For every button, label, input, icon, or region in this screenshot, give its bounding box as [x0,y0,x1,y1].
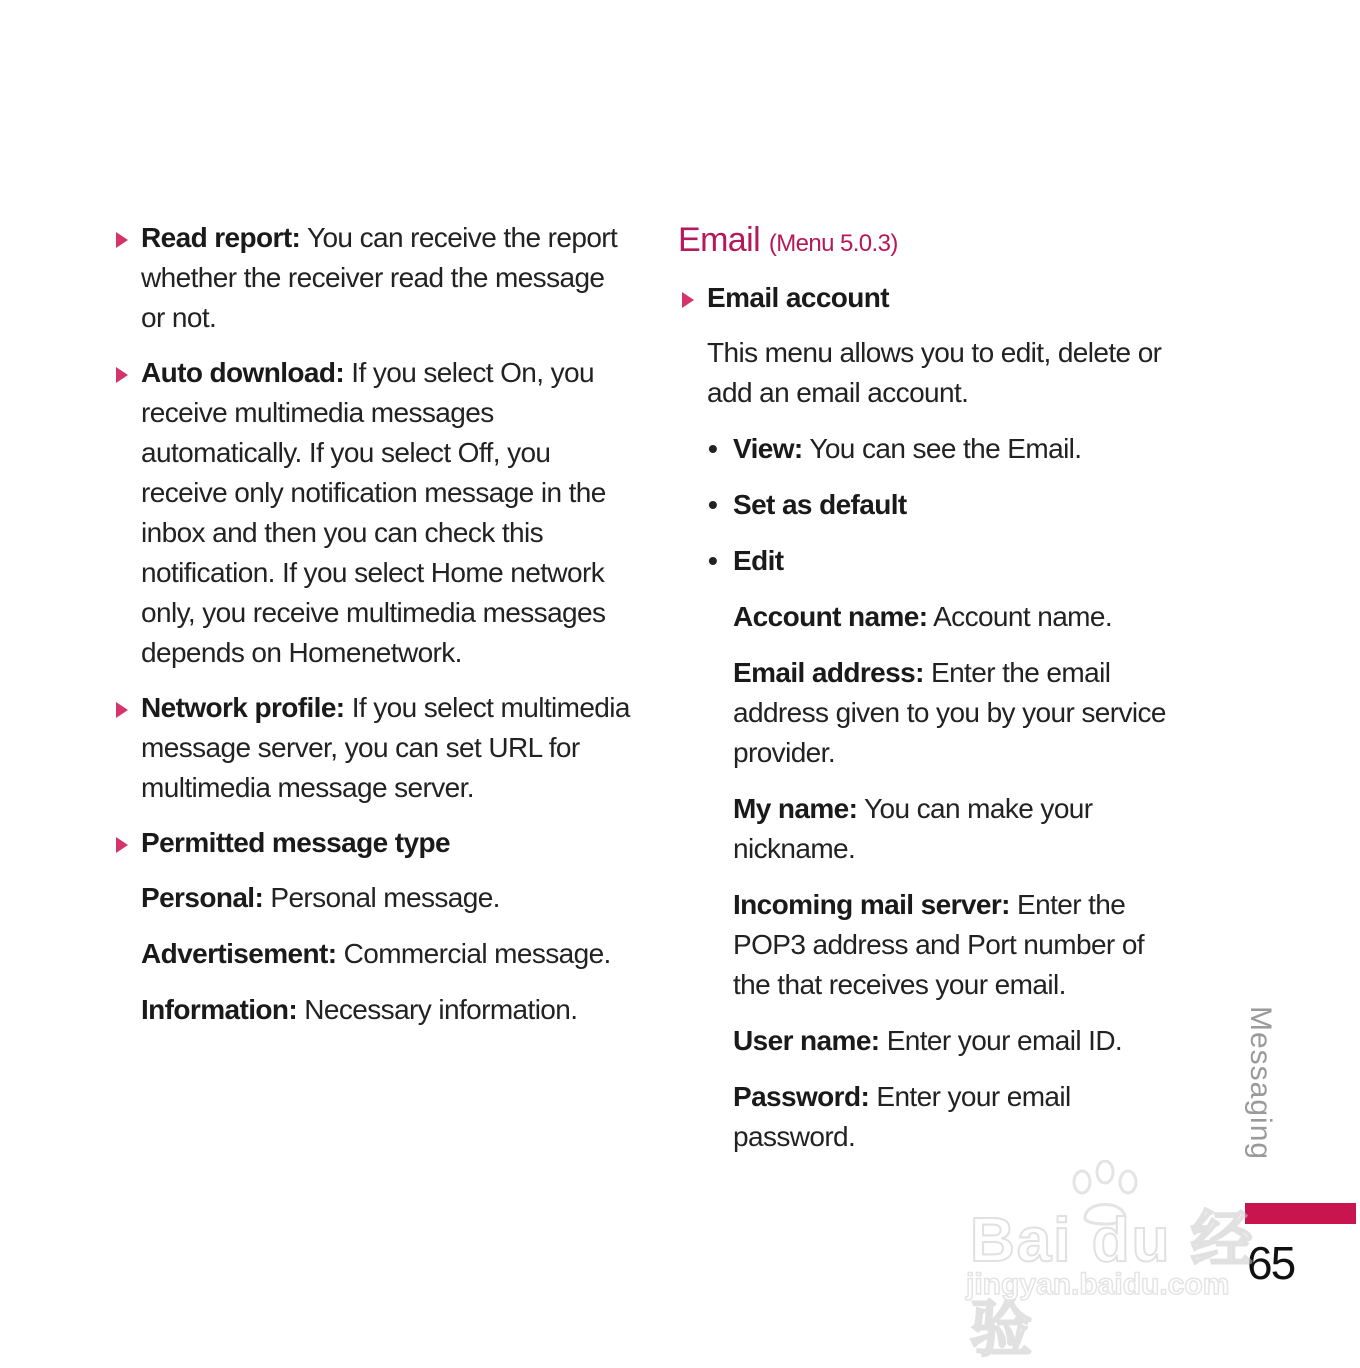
information-text: Necessary information. [297,994,578,1025]
auto-download-item [112,353,632,673]
information-item [112,990,632,1030]
view-label: View: [733,433,803,464]
email-account-item [678,278,1188,318]
section-heading [678,218,1188,266]
read-report-item [112,218,632,338]
triangle-bullet-icon [116,837,128,853]
page-number: 65 [1247,1237,1295,1289]
triangle-bullet-icon [682,292,694,308]
personal-text: Personal message. [263,882,500,913]
section-side-label: Messaging [1244,1006,1277,1161]
triangle-bullet-icon [116,232,128,248]
view-item [678,429,1188,469]
baidu-watermark [960,1160,1290,1364]
triangle-bullet-icon [116,367,128,383]
network-profile-label: Network profile: [141,692,345,723]
permitted-message-type-item [112,823,632,863]
set-as-default-label: Set as default [733,489,907,520]
email-address-text: Enter the email address given to you by your service provider. [733,657,1166,768]
set-as-default-item [678,485,1188,525]
password-text: Enter your email password. [733,1081,1071,1152]
user-name-item [678,1021,1188,1061]
password-item [678,1077,1188,1157]
email-address-item [678,653,1188,773]
personal-item [112,878,632,918]
view-text: You can see the Email. [802,433,1082,464]
account-name-item [678,597,1188,637]
advertisement-label: Advertisement: [141,938,337,969]
dot-bullet-icon: • [708,545,718,576]
left-column [112,218,632,1046]
triangle-bullet-icon [116,702,128,718]
dot-bullet-icon: • [708,433,718,464]
auto-download-label: Auto download: [141,357,345,388]
incoming-mail-server-text: Enter the POP3 address and Port number of the that receives your email. [733,889,1144,1000]
read-report-label: Read report: [141,222,301,253]
watermark-url: jingyan.baidu.com [966,1268,1230,1301]
information-label: Information: [141,994,298,1025]
edit-label: Edit [733,545,784,576]
watermark-logo: Bai du 经验 [970,1206,1255,1364]
permitted-message-type-label: Permitted message type [141,827,450,858]
personal-label: Personal: [141,882,264,913]
edit-item [678,541,1188,581]
auto-download-text: If you select On, you receive multimedia messages automatically. If you select Off, you receive only notification message in the inbox and then you can check this notification. If you select Home network only, you receive multimedia messages depends on Homenetwork. [141,357,606,668]
email-account-description: This menu allows you to edit, delete or add an email account. [707,337,1162,408]
email-account-label: Email account [707,282,890,313]
network-profile-item [112,688,632,808]
menu-number: (Menu 5.0.3) [768,230,898,257]
incoming-mail-server-label: Incoming mail server: [733,889,1010,920]
read-report-text: You can receive the report whether the receiver read the message or not. [141,222,618,333]
my-name-label: My name: [733,793,858,824]
password-label: Password: [733,1081,870,1112]
account-name-text: Account name. [927,601,1113,632]
email-address-label: Email address: [733,657,924,688]
my-name-item [678,789,1188,869]
account-name-label: Account name: [733,601,928,632]
network-profile-text: If you select multimedia message server, you can set URL for multimedia message server. [141,692,630,803]
incoming-mail-server-item [678,885,1188,1005]
dot-bullet-icon: • [708,489,718,520]
advertisement-text: Commercial message. [336,938,611,969]
right-column [678,218,1188,1173]
user-name-text: Enter your email ID. [879,1025,1123,1056]
my-name-text: You can make your nickname. [733,793,1093,864]
user-name-label: User name: [733,1025,880,1056]
advertisement-item [112,934,632,974]
email-heading-title: Email [678,221,761,259]
